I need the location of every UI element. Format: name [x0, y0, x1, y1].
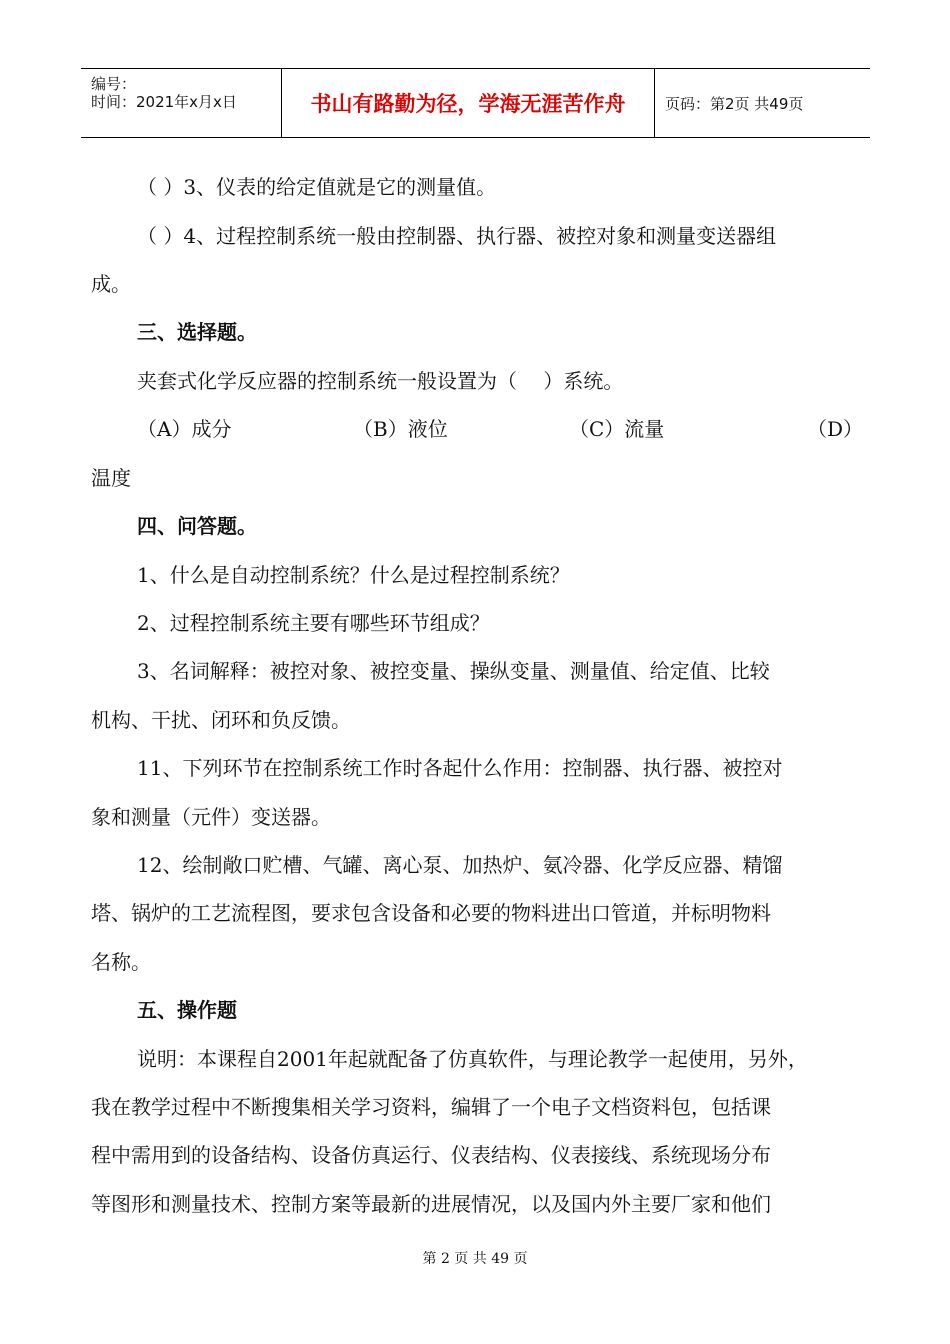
option-b: （B）液位: [353, 417, 448, 441]
qa-question-11: 11、下列环节在控制系统工作时各起什么作用：控制器、执行器、被控对: [137, 756, 783, 780]
qa-question-1: 1、什么是自动控制系统？什么是过程控制系统？: [137, 563, 570, 587]
option-d: （D）: [807, 417, 864, 441]
qa-question-3: 3、名词解释：被控对象、被控变量、操纵变量、测量值、给定值、比较: [137, 659, 770, 683]
option-c: （C）流量: [569, 417, 665, 441]
option-a: （A）成分: [137, 417, 232, 441]
description-line-4: 等图形和测量技术、控制方案等最新的进展情况，以及国内外主要厂家和他们: [91, 1192, 771, 1216]
qa-question-2: 2、过程控制系统主要有哪些环节组成？: [137, 611, 490, 635]
qa-question-3-cont: 机构、干扰、闭环和负反馈。: [91, 708, 351, 732]
description-line-1: 说明：本课程自2001年起就配备了仿真软件，与理论教学一起使用，另外，: [137, 1047, 808, 1071]
qa-question-12: 12、绘制敞口贮槽、气罐、离心泵、加热炉、氨冷器、化学反应器、精馏: [137, 853, 783, 877]
description-line-2: 我在教学过程中不断搜集相关学习资料，编辑了一个电子文档资料包，包括课: [91, 1095, 771, 1119]
tf-question-4: （ ）4、过程控制系统一般由控制器、执行器、被控对象和测量变送器组: [137, 224, 777, 248]
choice-question: 夹套式化学反应器的控制系统一般设置为（ ）系统。: [137, 369, 624, 393]
description-line-3: 程中需用到的设备结构、设备仿真运行、仪表结构、仪表接线、系统现场分布: [91, 1143, 771, 1167]
section-heading-3: 三、选择题。: [137, 320, 257, 344]
header-left-cell: [81, 69, 282, 137]
option-d-cont: 温度: [91, 466, 131, 490]
page-info: 页码：第2页 共49页: [665, 94, 804, 113]
qa-question-12-end: 名称。: [91, 950, 151, 974]
page-header: [81, 68, 870, 138]
qa-question-12-cont: 塔、锅炉的工艺流程图，要求包含设备和必要的物料进出口管道，并标明物料: [91, 901, 771, 925]
number-label: 编号：: [91, 75, 137, 93]
page-footer: 第 2 页 共 49 页: [422, 1251, 528, 1267]
tf-question-4-cont: 成。: [91, 272, 131, 296]
motto: 书山有路勤为径，学海无涯苦作舟: [282, 69, 655, 137]
section-heading-4: 四、问答题。: [137, 514, 257, 538]
tf-question-3: （ ）3、仪表的给定值就是它的测量值。: [137, 175, 497, 199]
date-line: 时间：2021年x月x日: [91, 93, 237, 111]
qa-question-11-cont: 象和测量（元件）变送器。: [91, 805, 331, 829]
section-heading-5: 五、操作题: [137, 998, 237, 1022]
